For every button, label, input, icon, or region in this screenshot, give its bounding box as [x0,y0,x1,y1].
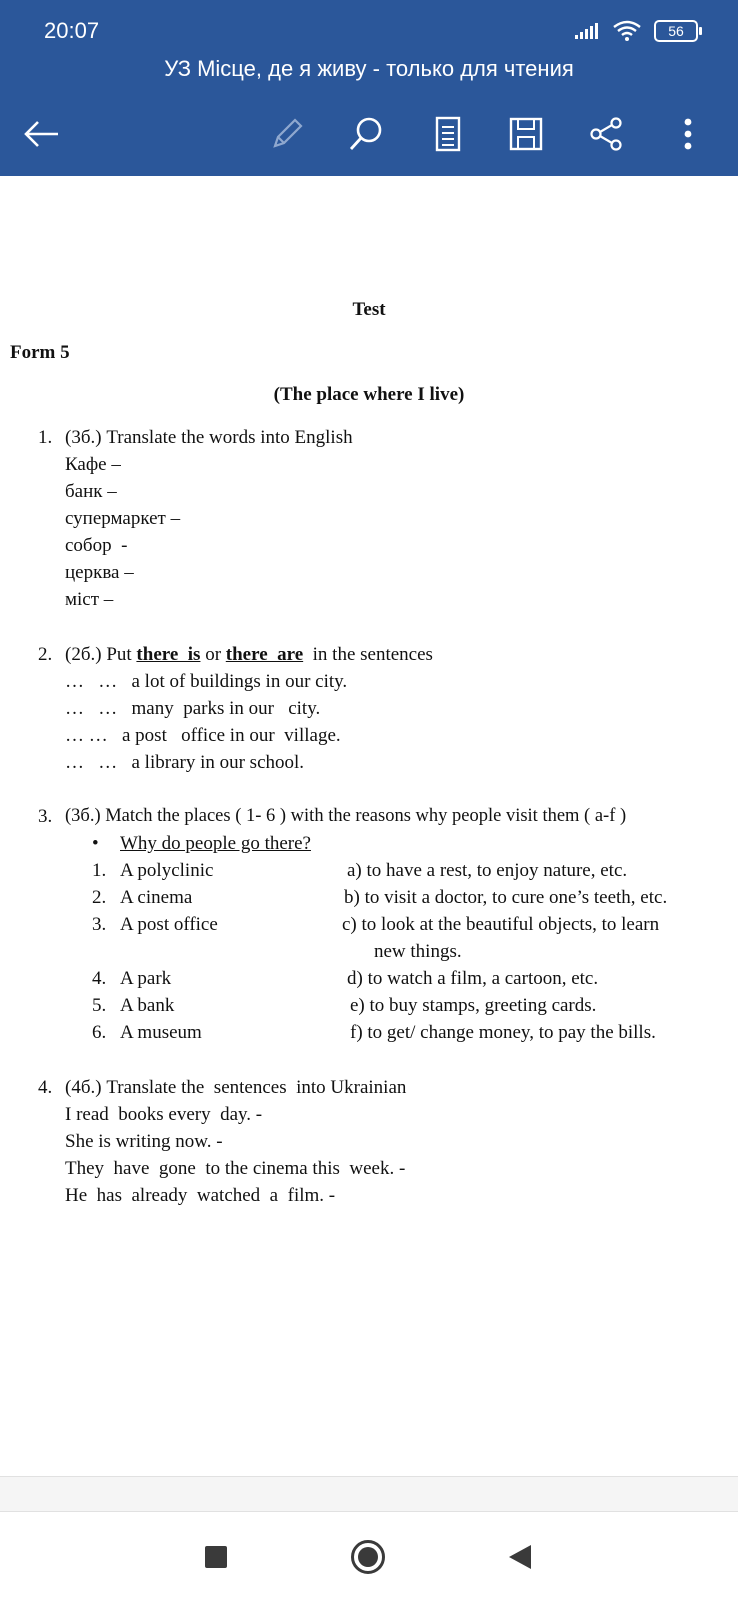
more-icon[interactable] [664,110,712,158]
q2-item: … … a post office in our village. [65,725,341,746]
reason: b) to visit a doctor, to cure one’s teeth, etc. [344,887,668,908]
place-number: 3. [92,914,107,935]
pencil-icon[interactable] [263,110,311,158]
doc-subtitle: (The place where I live) [273,384,465,405]
back-arrow-icon[interactable] [18,110,66,158]
reason: a) to have a rest, to enjoy nature, etc. [347,860,628,881]
q2-or: or [200,644,226,665]
document-title: УЗ Місце, де я живу - только для чтения [164,56,574,81]
place-number: 2. [92,887,107,908]
place-name: A bank [120,995,175,1016]
q3-text: (3б.) Match the places ( 1- 6 ) with the reasons why people visit them ( a-f ) [65,806,627,826]
reason: d) to watch a film, a cartoon, etc. [347,968,599,989]
reading-view-icon[interactable] [424,110,472,158]
q4-item: He has already watched a film. - [65,1185,336,1206]
q2-there-are: there are [225,644,304,665]
battery-icon: 56 [654,20,698,42]
reason: e) to buy stamps, greeting cards. [350,995,597,1016]
save-icon[interactable] [502,110,550,158]
q2-suffix: in the sentences [303,644,433,665]
place-name: A polyclinic [120,860,214,881]
place-number: 1. [92,860,107,881]
q2-number: 2. [38,644,53,665]
q1-text: (3б.) Translate the words into English [65,427,353,448]
navigation-bar [0,1512,738,1599]
q2-there-is: there is [136,644,201,665]
q1-item: банк – [65,481,117,502]
share-icon[interactable] [582,110,630,158]
status-icons [574,20,698,42]
place-name: A park [120,968,172,989]
q2-prefix: (2б.) Put [65,644,137,665]
q4-number: 4. [38,1077,53,1098]
home-icon[interactable] [345,1534,391,1580]
q1-number: 1. [38,427,53,448]
place-name: A cinema [120,887,193,908]
doc-form: Form 5 [10,342,70,363]
toolbar [0,110,738,160]
q4-item: I read books every day. - [65,1104,263,1125]
status-time: 20:07 [44,18,100,43]
q1-item: церква – [65,562,134,583]
q3-bullet: Why do people go there? [120,833,311,854]
place-number: 6. [92,1022,107,1043]
q4-item: They have gone to the cinema this week. - [65,1158,406,1179]
page-separator [0,1476,738,1512]
doc-heading: Test [352,299,386,320]
reason: f) to get/ change money, to pay the bills. [350,1022,656,1043]
signal-icon [574,22,600,40]
recent-apps-icon[interactable] [193,1534,239,1580]
q2-item: … … a library in our school. [65,752,305,773]
q1-item: міст – [65,589,114,610]
reason: c) to look at the beautiful objects, to learn [342,914,660,935]
place-number: 4. [92,968,107,989]
q1-item: собор - [65,535,128,556]
q3-number: 3. [38,806,53,827]
wifi-icon [612,20,642,42]
place-number: 5. [92,995,107,1016]
q2-item: … … many parks in our city. [65,698,321,719]
q1-item: Кафе – [65,454,121,475]
search-icon[interactable] [342,110,390,158]
back-icon[interactable] [497,1534,543,1580]
reason: new things. [374,941,462,962]
app-header [0,0,738,176]
q4-item: She is writing now. - [65,1131,223,1152]
q1-item: супермаркет – [65,508,181,529]
place-name: A museum [120,1022,202,1043]
q4-text: (4б.) Translate the sentences into Ukrainian [65,1077,407,1098]
status-bar [0,0,738,60]
q2-text [65,644,433,666]
bullet-icon: • [92,833,99,854]
place-name: A post office [120,914,218,935]
q2-item: … … a lot of buildings in our city. [65,671,348,692]
